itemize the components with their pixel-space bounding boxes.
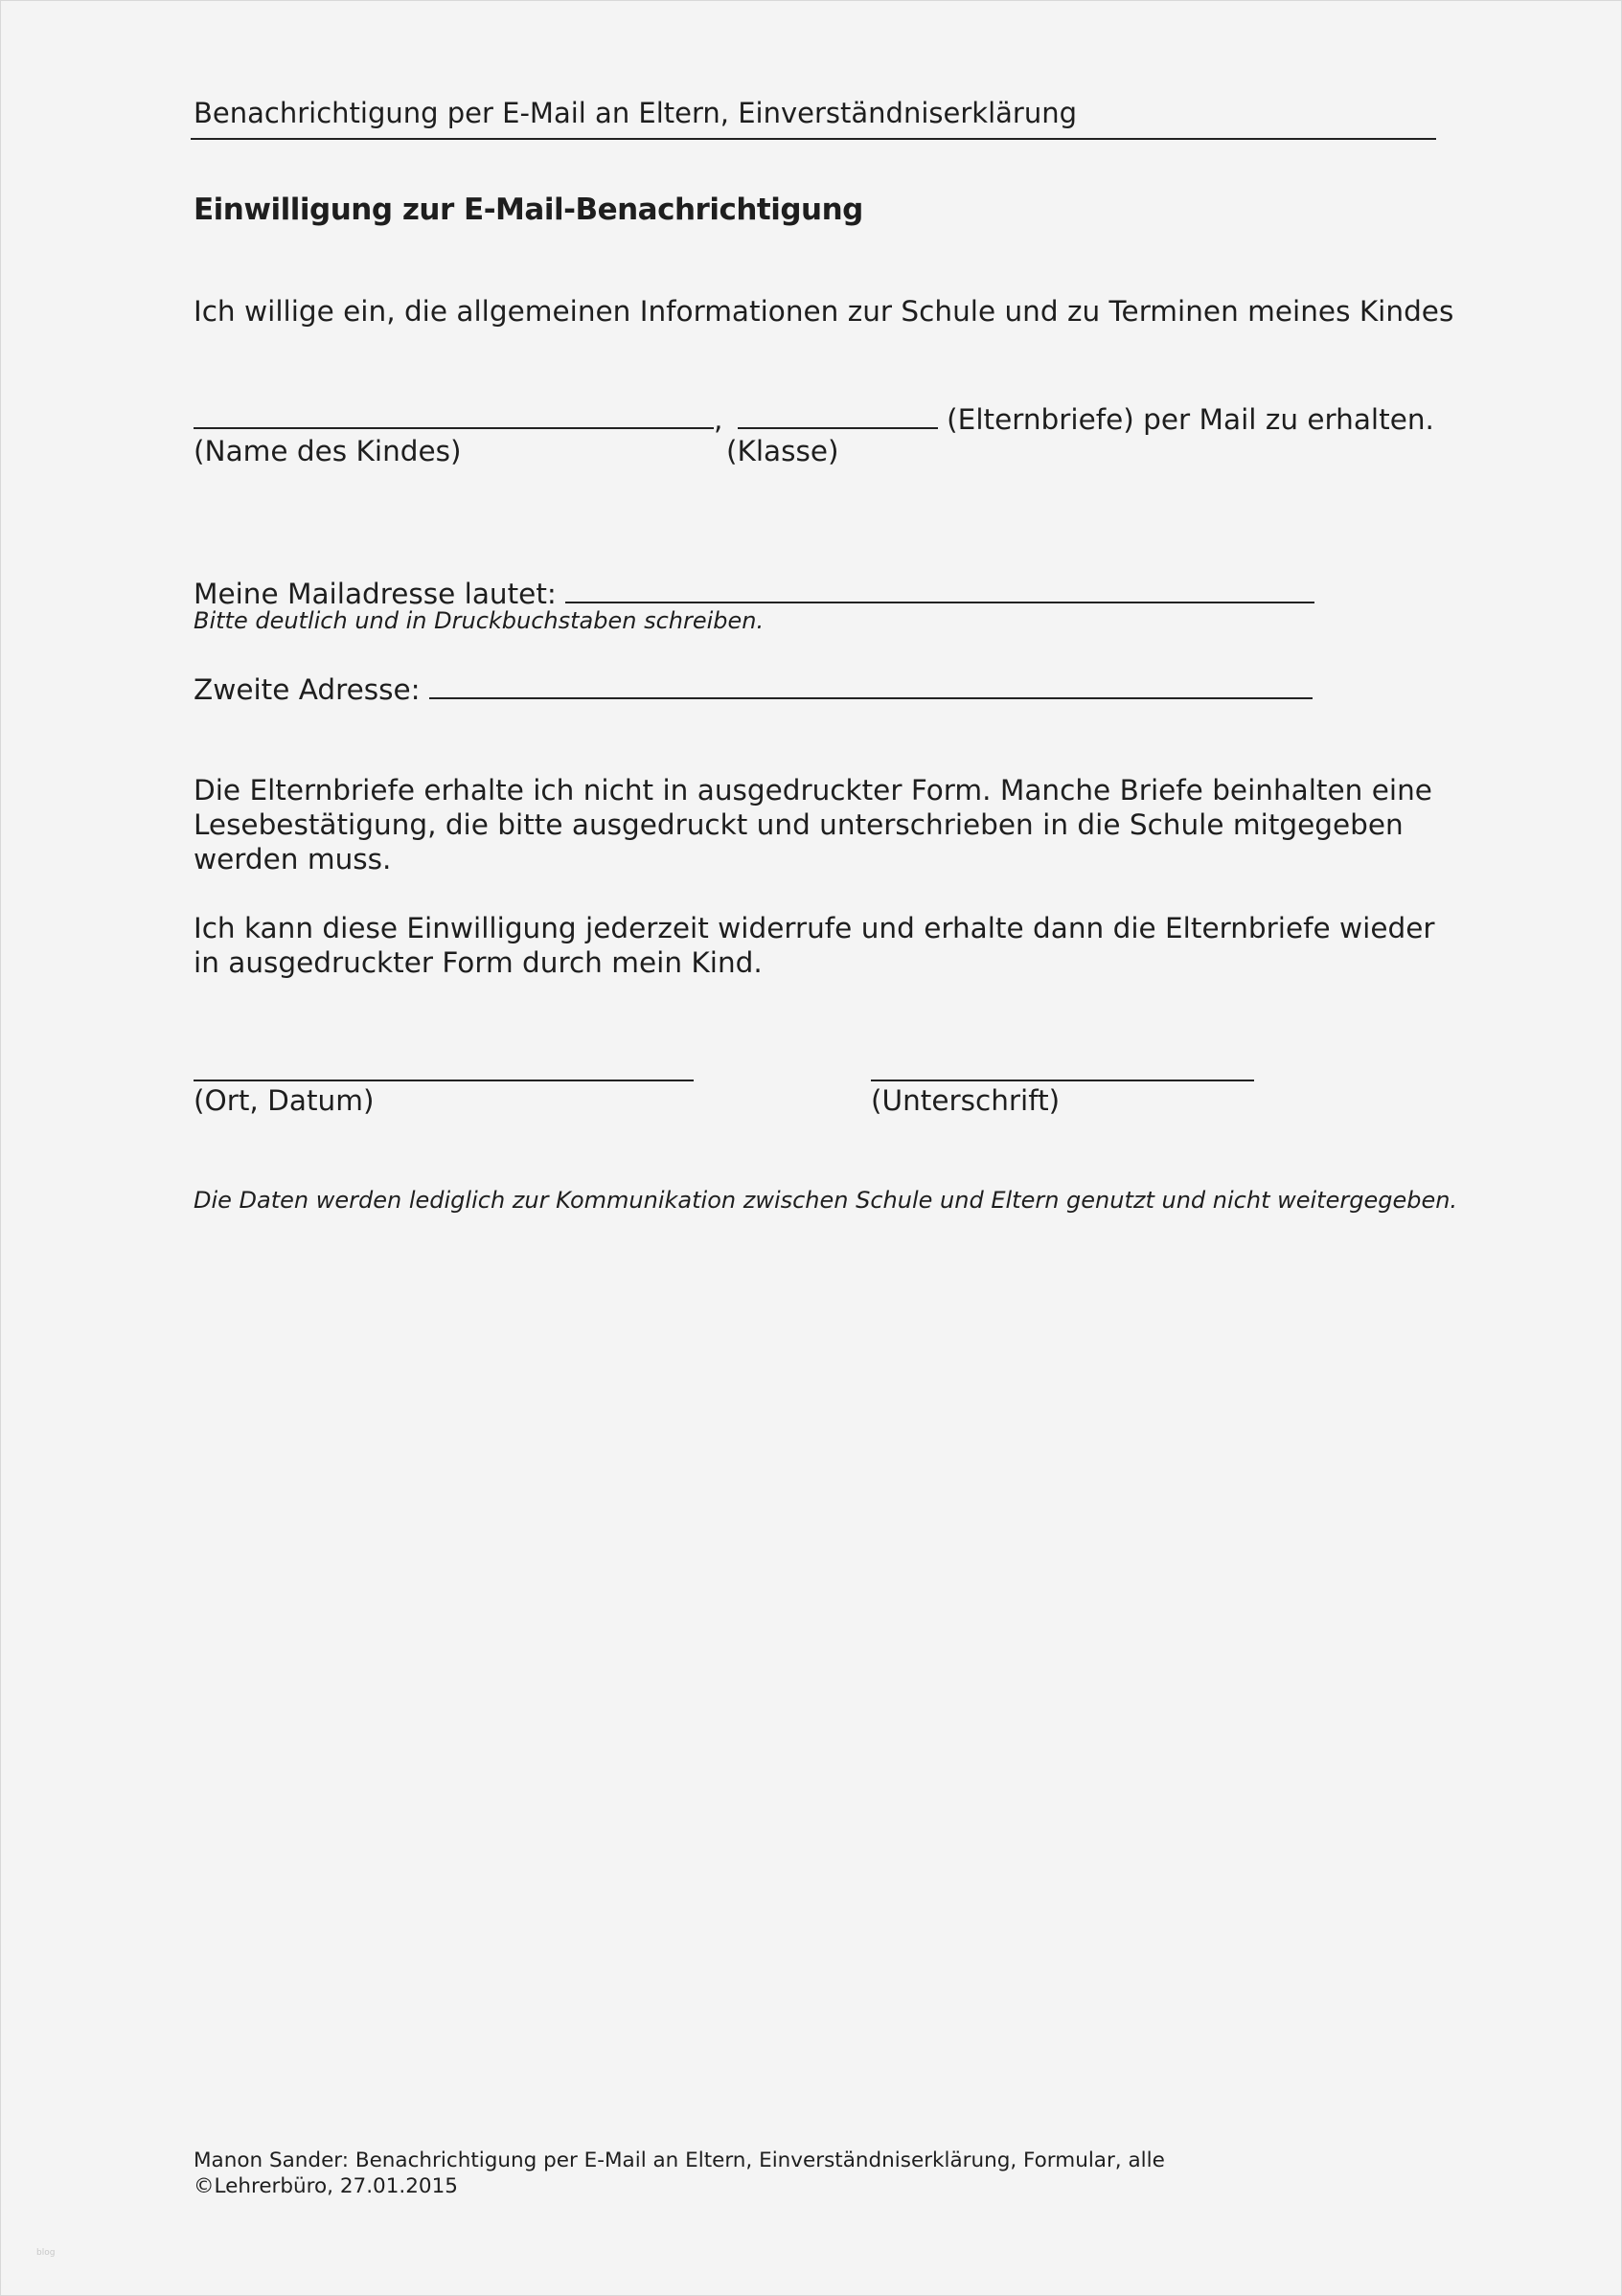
revocation-paragraph: Ich kann diese Einwilligung jederzeit widerrufe und erhalte dann die Elternbriefe wieder in ausgedruckter Form durch mein Kind.: [194, 912, 1435, 979]
second-address-row: [194, 669, 1313, 706]
child-class-row: [194, 398, 1434, 436]
child-name-caption: (Name des Kindes): [194, 435, 462, 467]
footer-line-1: Manon Sander: Benachrichtigung per E-Mail an Eltern, Einverständniserklärung, Formular, alle: [194, 2148, 1165, 2172]
comma-separator: ,: [714, 403, 723, 436]
class-caption: (Klasse): [726, 435, 839, 467]
document-header-title: Benachrichtigung per E-Mail an Eltern, Einverständniserklärung: [194, 97, 1077, 129]
place-date-caption: (Ort, Datum): [194, 1084, 375, 1117]
signature-caption: (Unterschrift): [871, 1084, 1061, 1117]
mail-address-label: Meine Mailadresse lautet:: [194, 578, 557, 610]
corner-watermark: blog: [36, 2248, 56, 2258]
consent-suffix-text: (Elternbriefe) per Mail zu erhalten.: [947, 403, 1434, 436]
consent-intro-text: Ich willige ein, die allgemeinen Informationen zur Schule und zu Terminen meines Kindes: [194, 295, 1454, 328]
mail-address-row: [194, 573, 1314, 610]
privacy-note: Die Daten werden lediglich zur Kommunikation zwischen Schule und Eltern genutzt und nicht weitergegeben.: [194, 1187, 1458, 1214]
second-address-label: Zweite Adresse:: [194, 673, 421, 706]
place-date-blank[interactable]: [194, 1080, 694, 1081]
child-name-blank[interactable]: [194, 398, 714, 429]
mail-address-blank[interactable]: [565, 573, 1314, 603]
signature-blank[interactable]: [871, 1080, 1254, 1081]
class-blank[interactable]: [738, 398, 938, 429]
second-address-blank[interactable]: [429, 669, 1313, 699]
mail-address-hint: Bitte deutlich und in Druckbuchstaben schreiben.: [194, 607, 765, 634]
document-footer: [194, 2148, 1165, 2199]
form-title: Einwilligung zur E-Mail-Benachrichtigung: [194, 193, 863, 227]
footer-line-2: ©Lehrerbüro, 27.01.2015: [194, 2174, 458, 2198]
printed-form-paragraph: Die Elternbriefe erhalte ich nicht in ausgedruckter Form. Manche Briefe beinhalten eine Lesebestätigung, die bitte ausgedruckt und unterschrieben in die Schule mitgegeben werden muss.: [194, 774, 1432, 875]
header-divider: [191, 138, 1436, 140]
